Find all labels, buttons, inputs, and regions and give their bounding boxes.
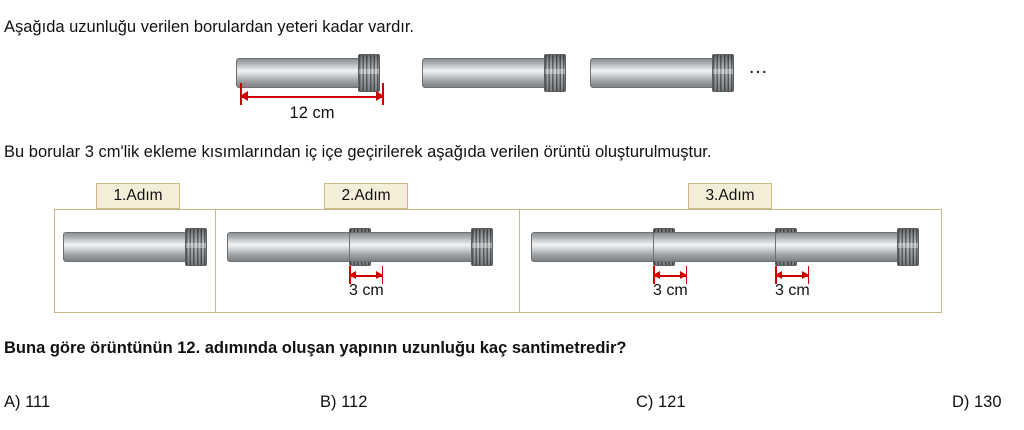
pipe-collar	[185, 228, 207, 266]
dimension-12cm	[240, 90, 384, 122]
pipe-body	[63, 232, 193, 262]
dimension-arrow-left-icon	[240, 91, 248, 101]
intro-line-2: Bu borular 3 cm'lik ekleme kısımlarından iç içe geçirilerek aşağıda verilen örüntü oluşturulmuştur.	[4, 143, 712, 161]
option-a[interactable]: A) 111	[4, 393, 51, 411]
step-divider-1	[215, 210, 216, 312]
pipe-body	[590, 58, 720, 88]
pattern-figure-box	[54, 209, 942, 313]
pipe-collar	[897, 228, 919, 266]
dimension-3cm-label: 3 cm	[775, 282, 810, 299]
dimension-arrow-left-icon	[653, 271, 660, 279]
option-c[interactable]: C) 121	[636, 393, 686, 411]
pipe-body	[236, 58, 366, 88]
dimension-3cm	[653, 270, 688, 299]
dimension-arrow-left-icon	[775, 271, 782, 279]
dimension-3cm-label: 3 cm	[349, 282, 384, 299]
dimension-3cm	[349, 270, 384, 299]
question-text: Buna göre örüntünün 12. adımında oluşan yapının uzunluğu kaç santimetredir?	[4, 339, 627, 357]
step-tag-3: 3.Adım	[688, 183, 772, 209]
dimension-arrow-right-icon	[376, 91, 384, 101]
dimension-line	[240, 96, 384, 98]
ellipsis-text: …	[748, 56, 771, 78]
pipe-collar	[471, 228, 493, 266]
dimension-3cm	[775, 270, 810, 299]
dimension-arrow-left-icon	[349, 271, 356, 279]
dimension-12cm-label: 12 cm	[289, 104, 335, 122]
dimension-3cm-label: 3 cm	[653, 282, 688, 299]
option-d[interactable]: D) 130	[952, 393, 1002, 411]
top-pipe-figure	[236, 48, 796, 93]
step-tag-1: 1.Adım	[96, 183, 180, 209]
pipe-body	[531, 232, 661, 262]
pipe-body	[349, 232, 479, 262]
pipe-collar	[544, 54, 566, 92]
pipe-body	[227, 232, 357, 262]
pipe-collar	[358, 54, 380, 92]
pipe-body	[422, 58, 552, 88]
pipe-collar	[712, 54, 734, 92]
option-b[interactable]: B) 112	[320, 393, 368, 411]
intro-line-1: Aşağıda uzunluğu verilen borulardan yeteri kadar vardır.	[4, 18, 414, 36]
dimension-arrow-right-icon	[802, 271, 809, 279]
dimension-arrow-right-icon	[376, 271, 383, 279]
pipe-body	[653, 232, 783, 262]
dimension-arrow-right-icon	[680, 271, 687, 279]
step-divider-2	[519, 210, 520, 312]
step-tag-2: 2.Adım	[324, 183, 408, 209]
pipe-body	[775, 232, 905, 262]
